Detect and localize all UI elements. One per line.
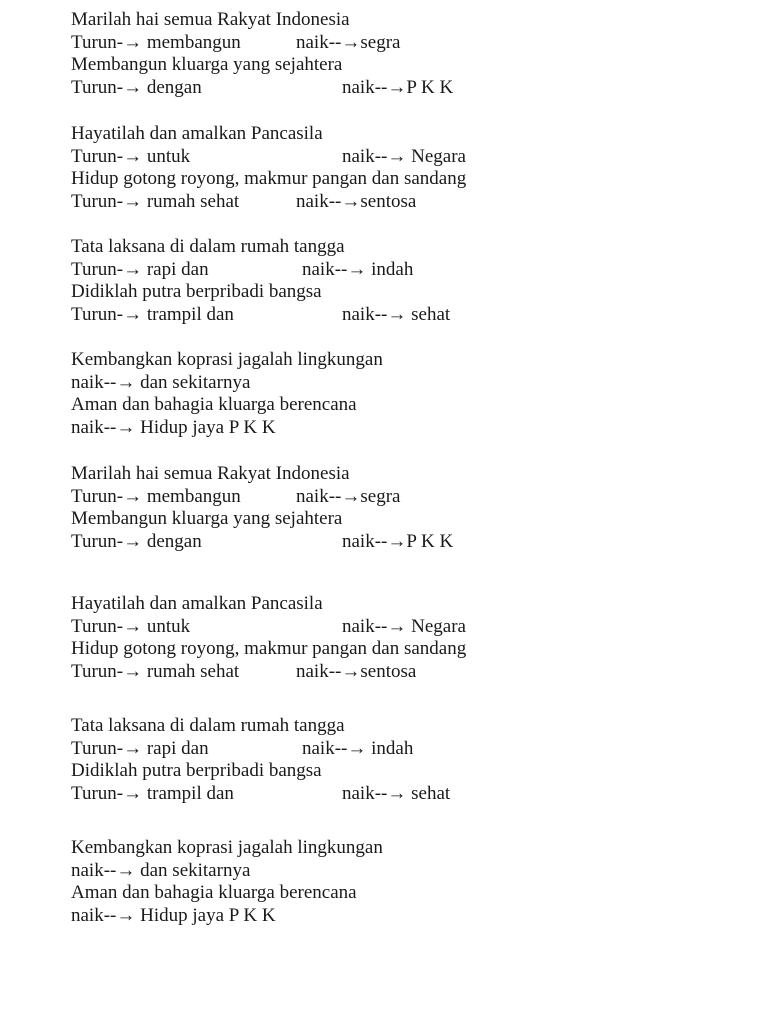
lyric-line (71, 616, 711, 639)
lyric-line (71, 168, 711, 191)
lyric-line (71, 191, 711, 214)
lyric-line (71, 661, 711, 684)
lyric-line (71, 259, 711, 282)
stanza (71, 593, 711, 684)
lyric-line (71, 32, 711, 55)
lyric-line (71, 760, 711, 783)
lyric-line (71, 236, 711, 259)
lyric-text: Hayatilah dan amalkan Pancasila (71, 593, 323, 614)
lyric-line (71, 882, 711, 905)
lyric-turun-part: Turun-→ dengan (71, 531, 202, 553)
lyric-line (71, 394, 711, 417)
lyric-line (71, 837, 711, 860)
stanza (71, 236, 711, 327)
lyric-text: naik--→ dan sekitarnya (71, 371, 251, 393)
lyric-turun-part: Turun-→ dengan (71, 77, 202, 99)
lyric-text: Hidup gotong royong, makmur pangan dan sandang (71, 168, 467, 190)
lyric-text: Didiklah putra berpribadi bangsa (71, 760, 322, 782)
lyric-turun-part: Turun-→ untuk (71, 145, 191, 167)
lyric-naik-part: naik--→ sehat (342, 783, 451, 805)
lyric-line (71, 593, 711, 616)
lyric-turun-part: Turun-→ rumah sehat (71, 191, 240, 213)
lyric-line (71, 486, 711, 509)
lyric-line (71, 281, 711, 304)
lyric-line (71, 738, 711, 761)
lyric-naik-part: naik--→ Negara (342, 615, 466, 637)
lyric-naik-part: naik--→ indah (302, 258, 414, 280)
lyric-turun-part: Turun-→ membangun (71, 31, 241, 53)
lyric-line (71, 463, 711, 486)
lyric-text: Marilah hai semua Rakyat Indonesia (71, 463, 350, 484)
lyric-turun-part: Turun-→ untuk (71, 615, 191, 637)
lyric-line (71, 715, 711, 738)
lyric-line (71, 905, 711, 928)
stanza (71, 123, 711, 214)
lyric-line (71, 783, 711, 806)
stanza (71, 349, 711, 440)
lyric-line (71, 372, 711, 395)
lyric-turun-part: Turun-→ trampil dan (71, 304, 234, 326)
lyric-text: Marilah hai semua Rakyat Indonesia (71, 9, 350, 30)
lyric-naik-part: naik--→sentosa (296, 191, 417, 213)
lyric-text: naik--→ Hidup jaya P K K (71, 905, 276, 927)
lyric-text: Aman dan bahagia kluarga berencana (71, 394, 357, 416)
lyric-text: Membangun kluarga yang sejahtera (71, 508, 343, 530)
lyric-text: Hayatilah dan amalkan Pancasila (71, 123, 323, 144)
lyric-line (71, 531, 711, 554)
lyric-naik-part: naik--→segra (296, 31, 401, 53)
lyric-turun-part: Turun-→ membangun (71, 485, 241, 507)
lyric-text: Didiklah putra berpribadi bangsa (71, 281, 322, 303)
lyric-naik-part: naik--→ indah (302, 737, 414, 759)
lyric-naik-part: naik--→P K K (342, 77, 454, 99)
lyric-text: Kembangkan koprasi jagalah lingkungan (71, 837, 383, 858)
lyric-line (71, 860, 711, 883)
lyric-line (71, 417, 711, 440)
stanza (71, 9, 711, 100)
lyric-line (71, 146, 711, 169)
lyric-line (71, 77, 711, 100)
lyric-text: Aman dan bahagia kluarga berencana (71, 882, 357, 904)
lyric-line (71, 304, 711, 327)
lyric-turun-part: Turun-→ trampil dan (71, 783, 234, 805)
lyric-naik-part: naik--→P K K (342, 531, 454, 553)
lyric-turun-part: Turun-→ rumah sehat (71, 661, 240, 683)
lyric-naik-part: naik--→ sehat (342, 304, 451, 326)
lyric-turun-part: Turun-→ rapi dan (71, 258, 209, 280)
lyric-naik-part: naik--→segra (296, 485, 401, 507)
lyric-naik-part: naik--→ Negara (342, 145, 466, 167)
lyric-naik-part: naik--→sentosa (296, 661, 417, 683)
lyric-line (71, 349, 711, 372)
lyric-text: Kembangkan koprasi jagalah lingkungan (71, 349, 383, 370)
stanza (71, 715, 711, 806)
lyric-line (71, 638, 711, 661)
stanza (71, 463, 711, 554)
lyric-line (71, 9, 711, 32)
lyric-text: Membangun kluarga yang sejahtera (71, 54, 343, 76)
lyric-text: Hidup gotong royong, makmur pangan dan sandang (71, 638, 467, 660)
lyric-text: naik--→ Hidup jaya P K K (71, 417, 276, 439)
lyric-text: naik--→ dan sekitarnya (71, 859, 251, 881)
lyric-text: Tata laksana di dalam rumah tangga (71, 236, 345, 257)
stanza (71, 837, 711, 928)
lyric-line (71, 54, 711, 77)
lyric-turun-part: Turun-→ rapi dan (71, 737, 209, 759)
lyric-line (71, 123, 711, 146)
lyric-text: Tata laksana di dalam rumah tangga (71, 715, 345, 736)
lyric-line (71, 508, 711, 531)
